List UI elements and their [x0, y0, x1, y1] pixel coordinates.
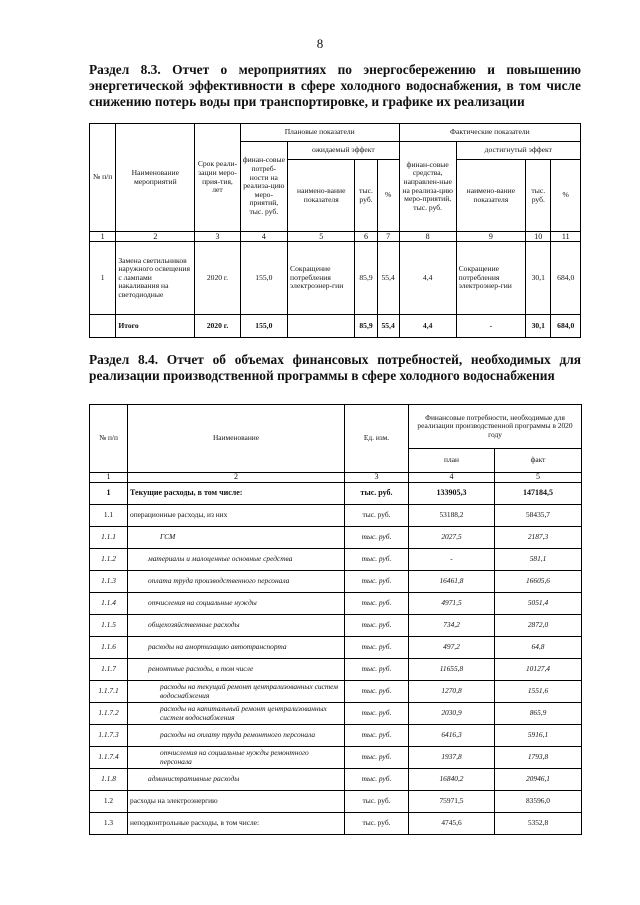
cell-name: Замена светильников наружного освещения с лампами накаливания на светодиодные	[116, 242, 195, 315]
cell-unit: тыс. руб.	[345, 527, 409, 549]
table-row	[90, 813, 582, 835]
cell-fact: 16605,6	[495, 571, 582, 593]
cell-num: 1.1.3	[90, 571, 128, 593]
cell-unit: тыс. руб.	[345, 615, 409, 637]
cell-plan: 4971,5	[409, 593, 495, 615]
cell-name: административные расходы	[128, 769, 345, 791]
measures-table	[89, 123, 581, 338]
header-achieved: достигнутый эффект	[456, 142, 580, 160]
cell-name: оплата труда производственного персонала	[128, 571, 345, 593]
page-number: 8	[316, 36, 324, 51]
cell-plan: 4745,6	[409, 813, 495, 835]
cell-num: 1.1.7.4	[90, 747, 128, 769]
col-number: 8	[399, 232, 456, 242]
header-fin: Финансовые потребности, необходимые для реализации производственной программы в 2020 году	[409, 405, 582, 449]
table-row	[90, 747, 582, 769]
cell-plan: 16840,2	[409, 769, 495, 791]
col-number: 3	[195, 232, 240, 242]
col-number: 2	[116, 232, 195, 242]
total-exp-pct: 55,4	[377, 315, 399, 338]
financial-needs-table	[89, 404, 582, 835]
section-8-3-title: Раздел 8.3. Отчет о мероприятиях по энергосбережению и повышению энергетической эффективности в сфере холодного водоснабжения, в том числе снижению потерь воды при транспортировке, и графике их реализации	[89, 62, 581, 109]
table-row	[90, 615, 582, 637]
col-number: 7	[377, 232, 399, 242]
cell-unit: тыс. руб.	[345, 791, 409, 813]
table-row	[90, 769, 582, 791]
cell-name: неподконтрольные расходы, в том числе:	[128, 813, 345, 835]
cell-fact: 64,8	[495, 637, 582, 659]
cell-term: 2020 г.	[195, 242, 240, 315]
table-row	[90, 637, 582, 659]
cell-num: 1.1.6	[90, 637, 128, 659]
cell-fact: 865,9	[495, 703, 582, 725]
cell-unit: тыс. руб.	[345, 637, 409, 659]
cell-name: операционные расходы, из них	[128, 505, 345, 527]
col-number: 5	[495, 473, 582, 483]
cell-exp-rub: 85,9	[355, 242, 377, 315]
cell-name: расходы на амортизацию автотранспорта	[128, 637, 345, 659]
cell-name: ГСМ	[128, 527, 345, 549]
cell-ach-name: Сокращение потребления электроэнер-гии	[456, 242, 526, 315]
cell-fact: 581,1	[495, 549, 582, 571]
cell-name: расходы на текущий ремонт централизованных систем водоснабжения	[128, 681, 345, 703]
header-exp-rub: тыс. руб.	[355, 160, 377, 232]
cell-num	[90, 315, 116, 338]
table-row	[90, 242, 581, 315]
cell-unit: тыс. руб.	[345, 593, 409, 615]
cell-ach-rub: 30,1	[526, 242, 551, 315]
total-term: 2020 г.	[195, 315, 240, 338]
cell-unit: тыс. руб.	[345, 659, 409, 681]
cell-fact: 83596,0	[495, 791, 582, 813]
table-row	[90, 659, 582, 681]
cell-name: материалы и малоценные основные средства	[128, 549, 345, 571]
cell-fact: 5051,4	[495, 593, 582, 615]
total-label: Итого	[116, 315, 195, 338]
header-name: Наименование	[128, 405, 345, 473]
cell-num: 1.1.5	[90, 615, 128, 637]
cell-num: 1.1.7.3	[90, 725, 128, 747]
cell-plan: -	[409, 549, 495, 571]
table-row	[90, 549, 582, 571]
cell-plan: 133905,3	[409, 483, 495, 505]
cell-num: 1.1.7.1	[90, 681, 128, 703]
cell-name: расходы на капитальный ремонт централизованных систем водоснабжения	[128, 703, 345, 725]
total-act-fin: 4,4	[399, 315, 456, 338]
cell-name: ремонтные расходы, в том числе	[128, 659, 345, 681]
header-num: № п/п	[90, 405, 128, 473]
cell-name: расходы на электроэнергию	[128, 791, 345, 813]
cell-plan: 497,2	[409, 637, 495, 659]
cell-num: 1	[90, 242, 116, 315]
header-term: Срок реали-зации меро-прия-тия, лет	[195, 124, 240, 232]
cell-act-fin: 4,4	[399, 242, 456, 315]
cell-fact: 5916,1	[495, 725, 582, 747]
cell-plan: 734,2	[409, 615, 495, 637]
col-number: 9	[456, 232, 526, 242]
cell-fact: 1551,6	[495, 681, 582, 703]
table-row	[90, 703, 582, 725]
cell-name: Текущие расходы, в том числе:	[128, 483, 345, 505]
table-row	[90, 505, 582, 527]
cell-num: 1.1.1	[90, 527, 128, 549]
col-number: 10	[526, 232, 551, 242]
cell-num: 1.1.4	[90, 593, 128, 615]
cell-unit: тыс. руб.	[345, 813, 409, 835]
col-number: 11	[551, 232, 581, 242]
header-actual: Фактические показатели	[399, 124, 580, 142]
cell-exp-name: Сокращение потребления электроэнер-гии	[288, 242, 355, 315]
cell-unit: тыс. руб.	[345, 681, 409, 703]
cell-plan: 1937,8	[409, 747, 495, 769]
total-ach-pct: 684,0	[551, 315, 581, 338]
table-row	[90, 483, 582, 505]
header-ach-pct: %	[551, 160, 581, 232]
cell-plan-fin: 155,0	[240, 242, 287, 315]
cell-unit: тыс. руб.	[345, 571, 409, 593]
table-row	[90, 571, 582, 593]
col-number: 5	[288, 232, 355, 242]
cell-unit: тыс. руб.	[345, 505, 409, 527]
col-number: 2	[128, 473, 345, 483]
header-unit: Ед. изм.	[345, 405, 409, 473]
header-ach-rub: тыс. руб.	[526, 160, 551, 232]
cell-plan: 53188,2	[409, 505, 495, 527]
cell-fact: 2872,0	[495, 615, 582, 637]
cell-unit: тыс. руб.	[345, 549, 409, 571]
col-number: 1	[90, 473, 128, 483]
cell-unit: тыс. руб.	[345, 769, 409, 791]
cell-name: отчисления на социальные нужды ремонтного персонала	[128, 747, 345, 769]
cell-fact: 5352,8	[495, 813, 582, 835]
cell-fact: 2187,3	[495, 527, 582, 549]
cell-unit: тыс. руб.	[345, 703, 409, 725]
cell-plan: 16461,8	[409, 571, 495, 593]
cell-fact: 20946,1	[495, 769, 582, 791]
cell-num: 1.1	[90, 505, 128, 527]
header-name: Наименование мероприятий	[116, 124, 195, 232]
header-exp-pct: %	[377, 160, 399, 232]
cell-fact: 147184,5	[495, 483, 582, 505]
cell-plan: 1270,8	[409, 681, 495, 703]
cell-num: 1.1.2	[90, 549, 128, 571]
cell-num: 1.2	[90, 791, 128, 813]
section-8-4-title: Раздел 8.4. Отчет об объемах финансовых потребностей, необходимых для реализации производственной программы в сфере холодного водоснабжения	[89, 352, 581, 383]
total-plan-fin: 155,0	[240, 315, 287, 338]
col-number: 6	[355, 232, 377, 242]
cell-unit: тыс. руб.	[345, 725, 409, 747]
table-row	[90, 681, 582, 703]
total-exp-rub: 85,9	[355, 315, 377, 338]
cell-ach-pct: 684,0	[551, 242, 581, 315]
header-planned: Плановые показатели	[240, 124, 399, 142]
cell-fact: 58435,7	[495, 505, 582, 527]
header-plan-fin: финан-совые потреб-ности на реализа-цию меро-приятий, тыс. руб.	[240, 142, 287, 232]
col-number: 4	[409, 473, 495, 483]
total-exp-name	[288, 315, 355, 338]
cell-name: расходы на оплату труда ремонтного персонала	[128, 725, 345, 747]
total-ach-rub: 30,1	[526, 315, 551, 338]
cell-num: 1.1.7.2	[90, 703, 128, 725]
table-row	[90, 593, 582, 615]
table-row	[90, 725, 582, 747]
header-num: № п/п	[90, 124, 116, 232]
header-exp-name: наимено-вание показателя	[288, 160, 355, 232]
cell-plan: 2030,9	[409, 703, 495, 725]
header-ach-name: наимено-вание показателя	[456, 160, 526, 232]
cell-plan: 75971,5	[409, 791, 495, 813]
cell-plan: 6416,3	[409, 725, 495, 747]
header-fact: факт	[495, 449, 582, 473]
cell-exp-pct: 55,4	[377, 242, 399, 315]
header-expected: ожидаемый эффект	[288, 142, 400, 160]
table-row	[90, 791, 582, 813]
cell-num: 1.1.8	[90, 769, 128, 791]
cell-unit: тыс. руб.	[345, 483, 409, 505]
col-number: 4	[240, 232, 287, 242]
header-act-fin: финан-совые средства, направлен-ные на реализа-цию меро-приятий, тыс. руб.	[399, 142, 456, 232]
cell-fact: 10127,4	[495, 659, 582, 681]
cell-plan: 11655,8	[409, 659, 495, 681]
cell-name: отчисления на социальные нужды	[128, 593, 345, 615]
total-row	[90, 315, 581, 338]
header-plan: план	[409, 449, 495, 473]
cell-fact: 1793,8	[495, 747, 582, 769]
table-row	[90, 527, 582, 549]
cell-num: 1	[90, 483, 128, 505]
cell-num: 1.1.7	[90, 659, 128, 681]
total-ach-name: -	[456, 315, 526, 338]
col-number: 3	[345, 473, 409, 483]
cell-name: общехозяйственные расходы	[128, 615, 345, 637]
cell-plan: 2027,5	[409, 527, 495, 549]
cell-num: 1.3	[90, 813, 128, 835]
cell-unit: тыс. руб.	[345, 747, 409, 769]
col-number: 1	[90, 232, 116, 242]
